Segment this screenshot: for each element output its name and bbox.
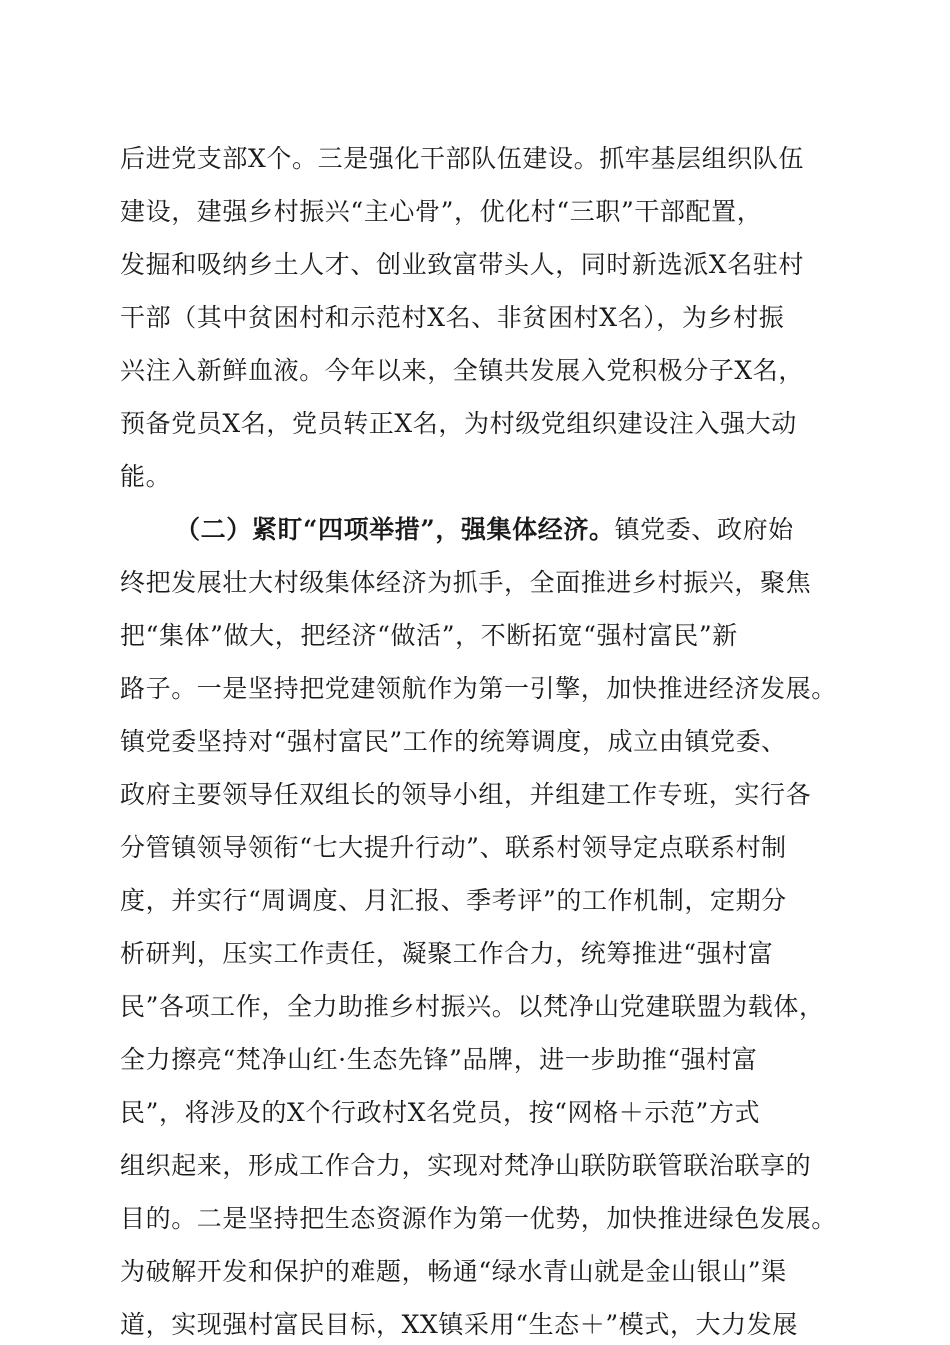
text-line: 政府主要领导任双组长的领导小组，并组建工作专班，实行各	[120, 780, 812, 809]
text-line: 预备党员X名，党员转正X名，为村级党组织建设注入强大动	[120, 409, 797, 438]
text-line: 组织起来，形成工作合力，实现对梵净山联防联管联治联享的	[120, 1151, 812, 1180]
text-line: 干部（其中贫困村和示范村X名、非贫困村X名），为乡村振	[120, 303, 785, 332]
section-heading: （二）紧盯“四项举措”，强集体经济。	[175, 515, 615, 544]
text-line: 路子。一是坚持把党建领航作为第一引擎，加快推进经济发展。	[120, 674, 837, 703]
text-line: 为破解开发和保护的难题，畅通“绿水青山就是金山银山”渠	[120, 1257, 787, 1286]
text-line: 发掘和吸纳乡土人才、创业致富带头人，同时新选派X名驻村	[120, 250, 804, 279]
text-line: 道，实现强村富民目标，XX镇采用“生态＋”模式，大力发展	[120, 1310, 798, 1339]
text-line: 能。	[120, 462, 172, 491]
text-line: 把“集体”做大，把经济“做活”，不断拓宽“强村富民”新	[120, 621, 738, 650]
text-line: 兴注入新鲜血液。今年以来，全镇共发展入党积极分子X名，	[120, 356, 804, 385]
section-first-line	[175, 510, 840, 550]
text-line: 析研判，压实工作责任，凝聚工作合力，统筹推进“强村富	[120, 939, 774, 968]
text-line: 分管镇领导领衔“七大提升行动”、联系村领导定点联系村制	[120, 833, 787, 862]
text-line: 民”，将涉及的X个行政村X名党员，按“网格＋示范”方式	[120, 1098, 761, 1127]
text-line: 全力擦亮“梵净山红·生态先锋”品牌，进一步助推“强村富	[120, 1045, 758, 1074]
text-line: 镇党委坚持对“强村富民”工作的统筹调度，成立由镇党委、	[120, 727, 787, 756]
text-line: 度，并实行“周调度、月汇报、季考评”的工作机制，定期分	[120, 886, 787, 915]
text-line: 终把发展壮大村级集体经济为抓手，全面推进乡村振兴，聚焦	[120, 568, 812, 597]
text-line: 民”各项工作，全力助推乡村振兴。以梵净山党建联盟为载体，	[120, 992, 825, 1021]
section-first-line-text: 镇党委、政府始	[614, 515, 794, 544]
text-line: 建设，建强乡村振兴“主心骨”，优化村“三职”干部配置，	[120, 197, 763, 226]
text-line: 后进党支部X个。三是强化干部队伍建设。抓牢基层组织队伍	[120, 144, 804, 173]
text-line: 目的。二是坚持把生态资源作为第一优势，加快推进绿色发展。	[120, 1204, 837, 1233]
